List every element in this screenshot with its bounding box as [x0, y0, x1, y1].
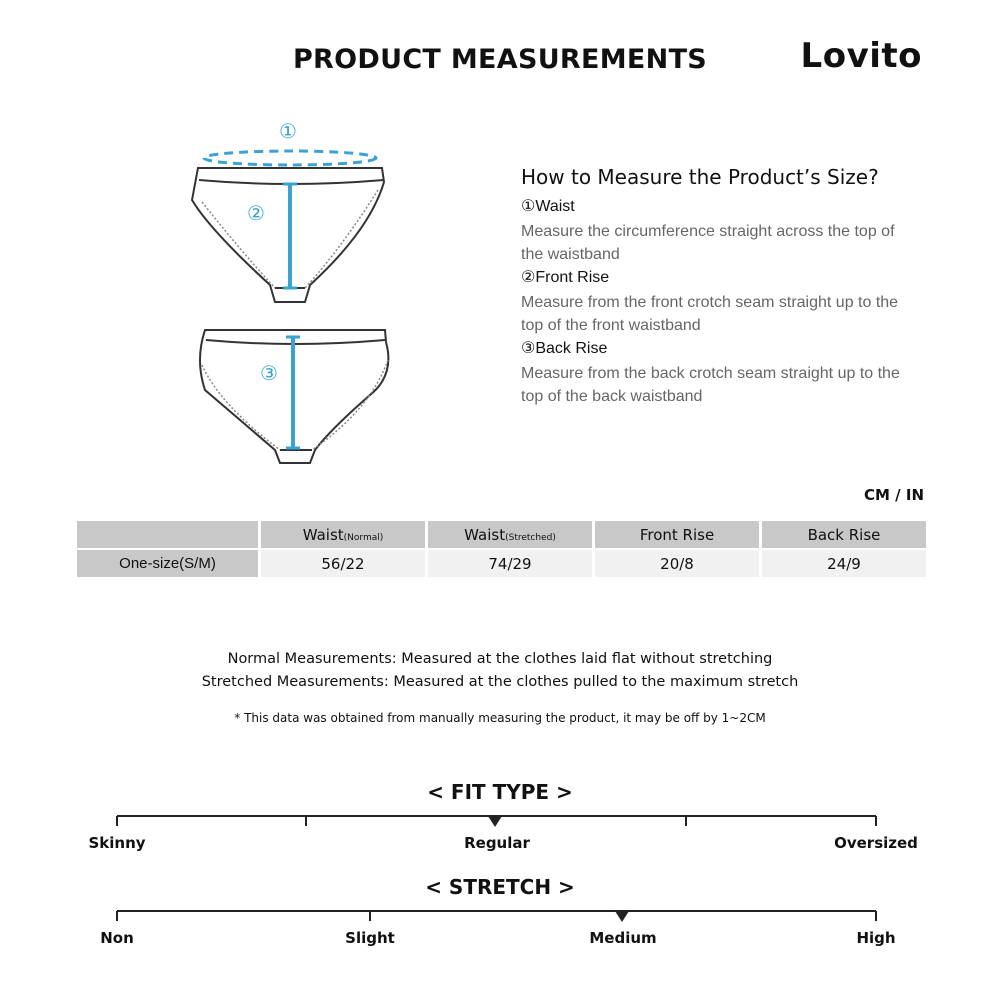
row-label: One-size(S/M) — [77, 550, 258, 577]
fit-type-scale — [0, 808, 1000, 828]
stretch-title: < STRETCH > — [425, 875, 575, 899]
table-corner-cell — [77, 521, 258, 548]
stretch-label-high: High — [856, 929, 896, 947]
cell-waist-normal: 56/22 — [261, 550, 425, 577]
back-brief-diagram — [180, 320, 400, 470]
fit-label-regular: Regular — [464, 834, 530, 852]
cell-waist-stretched: 74/29 — [428, 550, 592, 577]
guide-item-front-rise-title: ②Front Rise — [521, 269, 610, 286]
stretch-indicator — [615, 911, 629, 922]
header-front-rise: Front Rise — [595, 521, 759, 548]
stretched-measurement-note: Stretched Measurements: Measured at the clothes pulled to the maximum stretch — [201, 674, 799, 690]
header-sublabel: (Normal) — [343, 532, 384, 543]
stretch-label-non: Non — [100, 929, 134, 947]
fit-type-title: < FIT TYPE > — [427, 780, 573, 804]
header-waist-normal — [261, 521, 425, 548]
marker-waist: ① — [279, 119, 297, 143]
stretch-label-medium: Medium — [589, 929, 657, 947]
measure-guide — [521, 165, 921, 410]
normal-measurement-note: Normal Measurements: Measured at the clothes laid flat without stretching — [227, 651, 773, 667]
header-label: Waist — [464, 525, 506, 544]
stretch-label-slight: Slight — [345, 929, 395, 947]
fit-type-indicator — [488, 816, 502, 827]
waist-measure-line — [204, 151, 376, 165]
fit-label-skinny: Skinny — [88, 834, 146, 852]
size-table — [74, 519, 929, 579]
guide-heading: How to Measure the Product’s Size? — [521, 165, 879, 189]
guide-item-front-rise-desc: Measure from the front crotch seam straight up to the top of the front waistband — [521, 294, 899, 334]
header-label: Waist — [302, 525, 344, 544]
guide-item-back-rise-title: ③Back Rise — [521, 340, 608, 357]
table-row — [77, 550, 926, 577]
disclaimer-note: * This data was obtained from manually measuring the product, it may be off by 1~2CM — [234, 711, 766, 725]
table-header-row — [77, 521, 926, 548]
back-waistband-seam — [206, 340, 385, 344]
marker-front-rise: ② — [247, 201, 265, 225]
guide-item-waist-title: ①Waist — [521, 198, 575, 215]
header-waist-stretched — [428, 521, 592, 548]
units-label: CM / IN — [864, 486, 924, 504]
stitch-right — [305, 190, 378, 288]
marker-back-rise: ③ — [260, 361, 278, 385]
stretch-scale — [0, 903, 1000, 923]
front-brief-diagram — [180, 110, 400, 310]
guide-item-waist-desc: Measure the circumference straight across the top of the waistband — [521, 223, 895, 263]
page-title: PRODUCT MEASUREMENTS — [292, 44, 708, 75]
header-sublabel: (Stretched) — [505, 532, 556, 543]
header-back-rise: Back Rise — [762, 521, 926, 548]
cell-back-rise: 24/9 — [762, 550, 926, 577]
guide-item-back-rise-desc: Measure from the back crotch seam straight up to the top of the back waistband — [521, 365, 900, 405]
cell-front-rise: 20/8 — [595, 550, 759, 577]
fit-label-oversized: Oversized — [834, 834, 918, 852]
back-stitch-right — [312, 360, 388, 450]
brand-logo: Lovito — [800, 36, 922, 76]
